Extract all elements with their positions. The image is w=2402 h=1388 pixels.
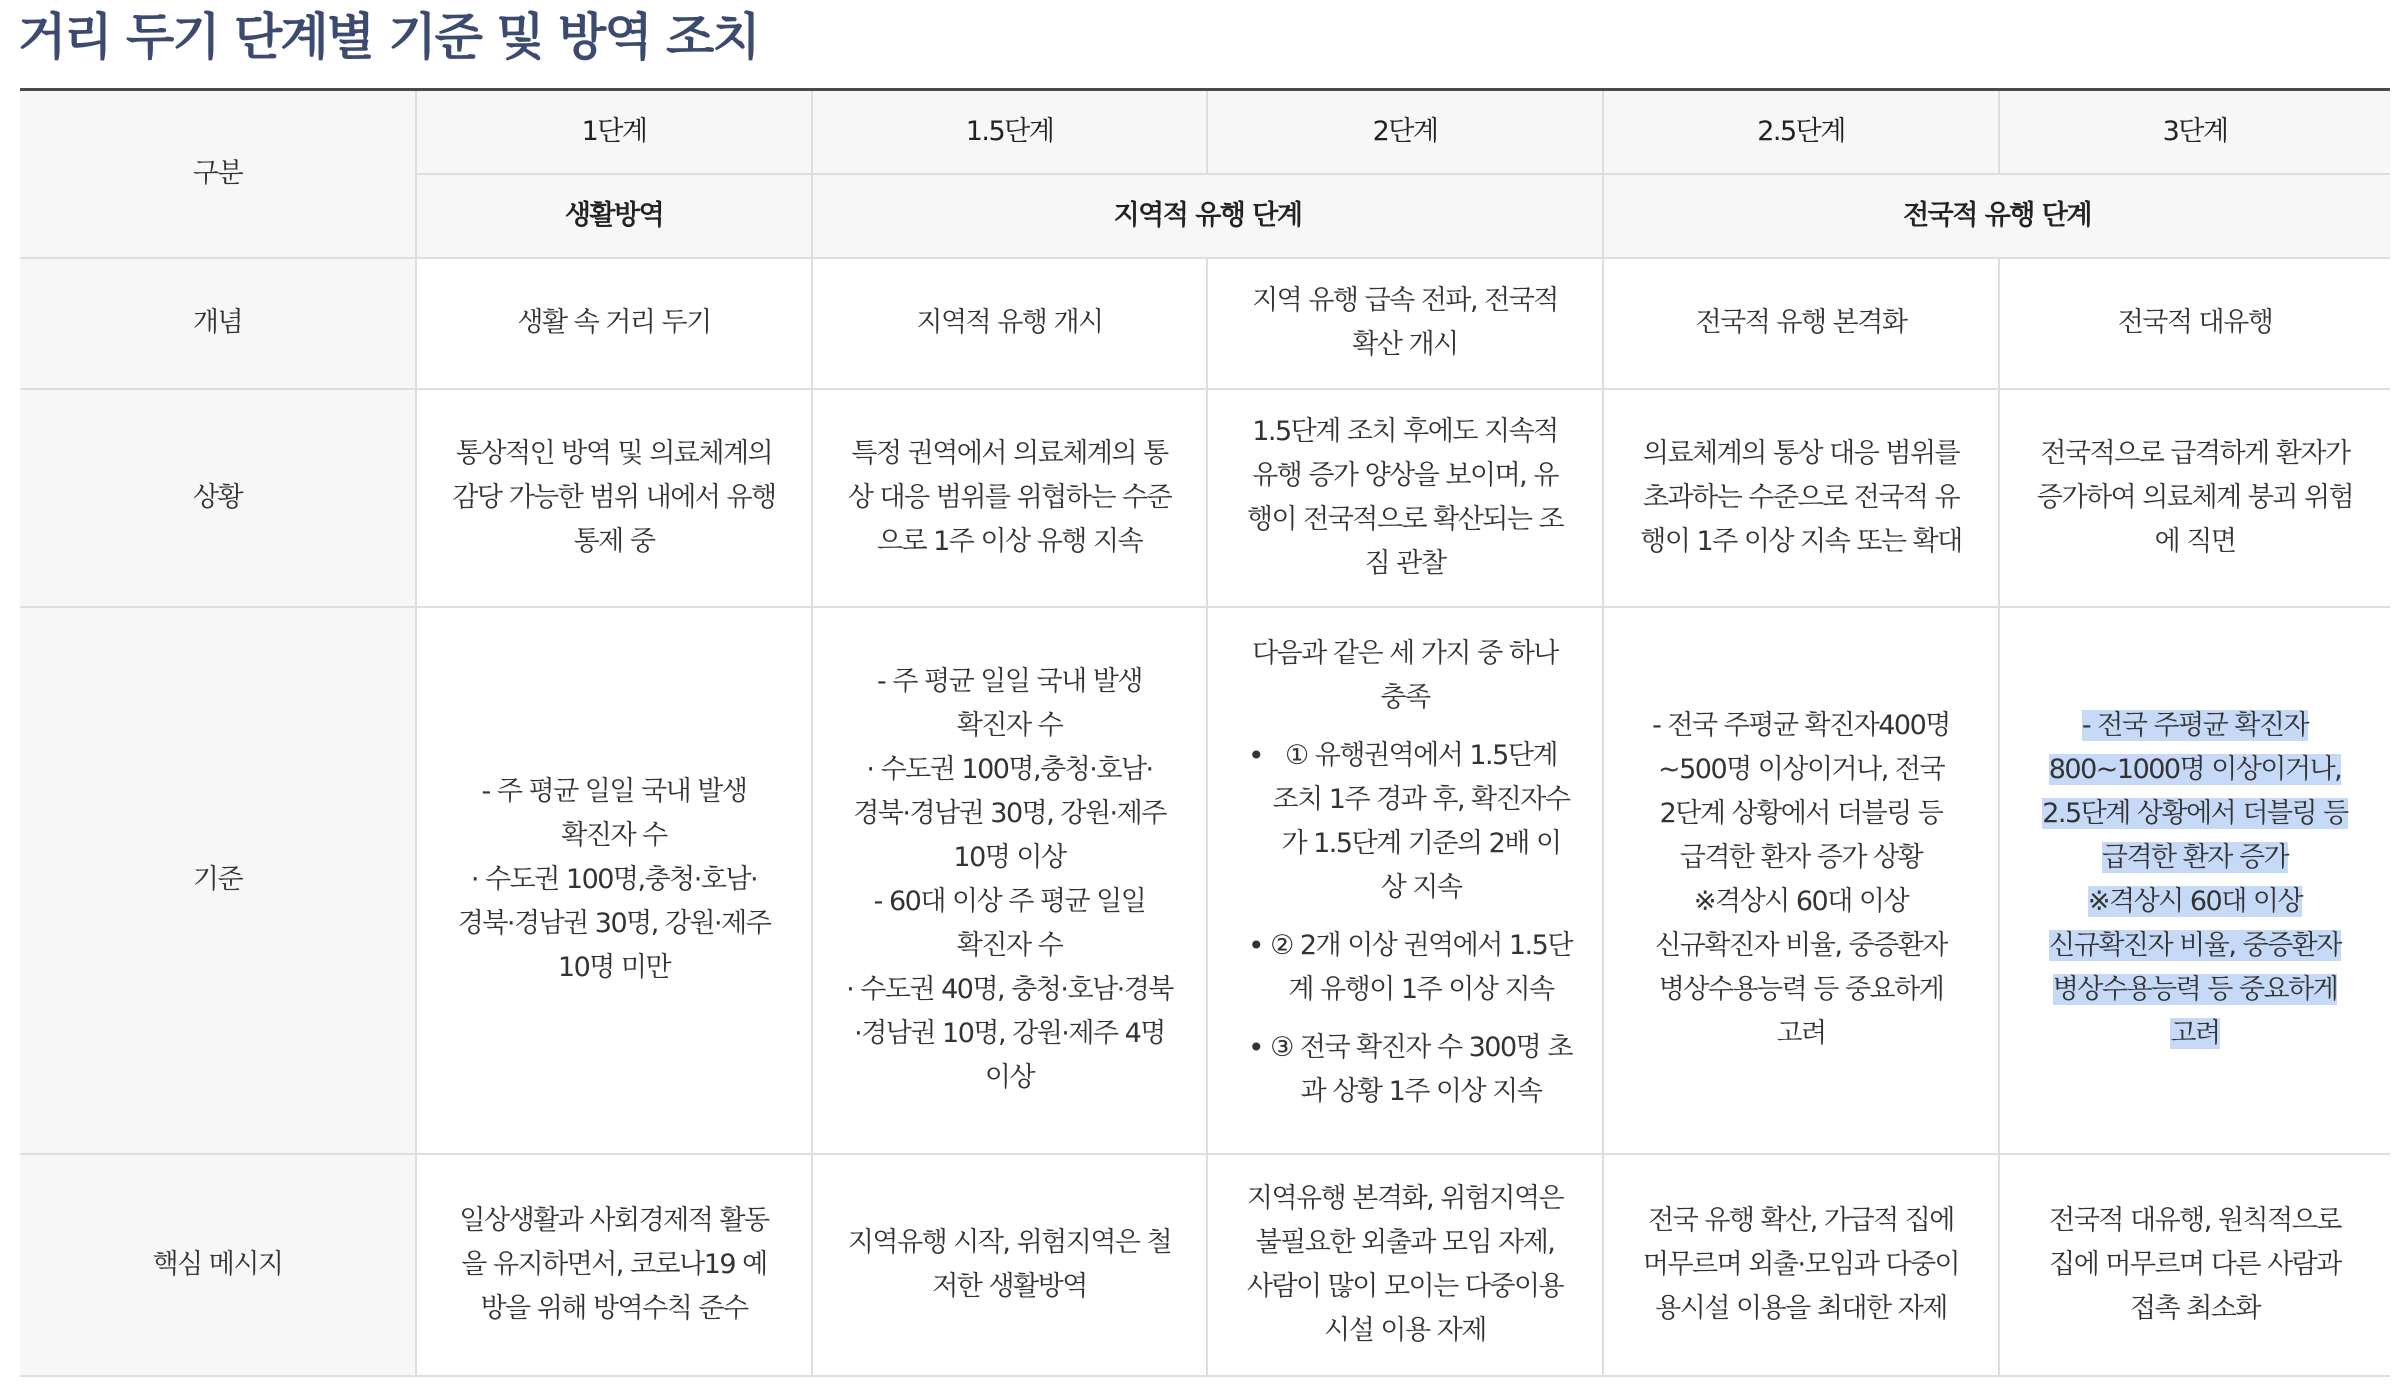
page-title: 거리 두기 단계별 기준 및 방역 조치 bbox=[18, 8, 759, 66]
row-label-criteria: 기준 bbox=[20, 607, 416, 1154]
criteria-1-5-line: - 주 평균 일일 국내 발생 확진자 수 bbox=[877, 666, 1142, 741]
stage-header-1-5: 1.5단계 bbox=[812, 90, 1207, 174]
situation-cell-3: 전국적으로 급격하게 환자가 증가하여 의료체계 붕괴 위험에 직면 bbox=[1999, 389, 2390, 607]
criteria-row bbox=[20, 607, 2390, 1154]
message-cell-1-5: 지역유행 시작, 위험지역은 철저한 생활방역 bbox=[812, 1154, 1207, 1376]
criteria-2-5-line: - 전국 주평균 확진자400명~500명 이상이거나, 전국 2단계 상황에서 더블링 등 급격한 환자 증가 상황 bbox=[1652, 710, 1950, 873]
distancing-stage-table bbox=[20, 88, 2390, 1377]
criteria-1-5-line: · 수도권 40명, 충청·호남·경북·경남권 10명, 강원·제주 4명 이상 bbox=[846, 974, 1173, 1093]
situation-cell-1-5: 특정 권역에서 의료체계의 통상 대응 범위를 위협하는 수준으로 1주 이상 유행 지속 bbox=[812, 389, 1207, 607]
criteria-cell-1-5 bbox=[812, 607, 1207, 1154]
situation-row bbox=[20, 389, 2390, 607]
stage-header-1: 1단계 bbox=[416, 90, 812, 174]
message-cell-2: 지역유행 본격화, 위험지역은 불필요한 외출과 모임 자제, 사람이 많이 모이는 다중이용시설 이용 자제 bbox=[1207, 1154, 1603, 1376]
stage-header-3: 3단계 bbox=[1999, 90, 2390, 174]
concept-cell-1: 생활 속 거리 두기 bbox=[416, 258, 812, 389]
criteria-3-line bbox=[2030, 880, 2360, 1056]
criteria-2-intro: 다음과 같은 세 가지 중 하나 충족 bbox=[1252, 638, 1558, 713]
message-cell-1: 일상생활과 사회경제적 활동을 유지하면서, 코로나19 예방을 위해 방역수칙 준수 bbox=[416, 1154, 812, 1376]
criteria-3-line bbox=[2030, 704, 2360, 880]
criteria-2-item: • ③ 전국 확진자 수 300명 초과 상황 1주 이상 지속 bbox=[1238, 1026, 1572, 1114]
concept-cell-2-5: 전국적 유행 본격화 bbox=[1603, 258, 1999, 389]
situation-cell-2: 1.5단계 조치 후에도 지속적 유행 증가 양상을 보이며, 유행이 전국적으로 확산되는 조짐 관찰 bbox=[1207, 389, 1603, 607]
criteria-cell-2-5 bbox=[1603, 607, 1999, 1154]
criteria-cell-3[interactable] bbox=[1999, 607, 2390, 1154]
criteria-1-5-line: · 수도권 100명,충청·호남·경북·경남권 30명, 강원·제주 10명 이상 bbox=[853, 754, 1166, 873]
group-header-regional: 지역적 유행 단계 bbox=[812, 174, 1603, 258]
selected-text[interactable]: ※격상시 60대 이상 신규확진자 비율, 중증환자 병상수용능력 등 중요하게 고려 bbox=[2049, 886, 2341, 1049]
criteria-2-list bbox=[1238, 734, 1572, 1114]
row-label-concept: 개념 bbox=[20, 258, 416, 389]
row-label-situation: 상황 bbox=[20, 389, 416, 607]
criteria-2-item: • ① 유행권역에서 1.5단계 조치 1주 경과 후, 확진자수가 1.5단계 기준의 2배 이상 지속 bbox=[1238, 734, 1572, 910]
stage-header-2-5: 2.5단계 bbox=[1603, 90, 1999, 174]
group-header-national: 전국적 유행 단계 bbox=[1603, 174, 2390, 258]
criteria-1-5-line: - 60대 이상 주 평균 일일 확진자 수 bbox=[873, 886, 1146, 961]
stage-header-row bbox=[20, 90, 2390, 174]
criteria-2-item: • ② 2개 이상 권역에서 1.5단계 유행이 1주 이상 지속 bbox=[1238, 924, 1572, 1012]
message-row bbox=[20, 1154, 2390, 1376]
concept-cell-3: 전국적 대유행 bbox=[1999, 258, 2390, 389]
concept-cell-1-5: 지역적 유행 개시 bbox=[812, 258, 1207, 389]
message-cell-3: 전국적 대유행, 원칙적으로 집에 머무르며 다른 사람과 접촉 최소화 bbox=[1999, 1154, 2390, 1376]
selected-text[interactable]: - 전국 주평균 확진자 800~1000명 이상이거나, 2.5단계 상황에서 더블링 등 급격한 환자 증가 bbox=[2042, 710, 2348, 873]
message-cell-2-5: 전국 유행 확산, 가급적 집에 머무르며 외출·모임과 다중이용시설 이용을 최대한 자제 bbox=[1603, 1154, 1999, 1376]
group-header-daily: 생활방역 bbox=[416, 174, 812, 258]
concept-row bbox=[20, 258, 2390, 389]
criteria-cell-2 bbox=[1207, 607, 1603, 1154]
situation-cell-1: 통상적인 방역 및 의료체계의 감당 가능한 범위 내에서 유행 통제 중 bbox=[416, 389, 812, 607]
criteria-2-5-line: ※격상시 60대 이상 신규확진자 비율, 중증환자 병상수용능력 등 중요하게 고려 bbox=[1655, 886, 1947, 1049]
criteria-1-line: - 주 평균 일일 국내 발생 확진자 수 bbox=[481, 776, 747, 851]
row-label-message: 핵심 메시지 bbox=[20, 1154, 416, 1376]
concept-cell-2: 지역 유행 급속 전파, 전국적 확산 개시 bbox=[1207, 258, 1603, 389]
criteria-cell-1 bbox=[416, 607, 812, 1154]
corner-header: 구분 bbox=[20, 90, 416, 258]
criteria-1-line: · 수도권 100명,충청·호남·경북·경남권 30명, 강원·제주 10명 미만 bbox=[457, 864, 771, 983]
stage-header-2: 2단계 bbox=[1207, 90, 1603, 174]
situation-cell-2-5: 의료체계의 통상 대응 범위를 초과하는 수준으로 전국적 유행이 1주 이상 지속 또는 확대 bbox=[1603, 389, 1999, 607]
